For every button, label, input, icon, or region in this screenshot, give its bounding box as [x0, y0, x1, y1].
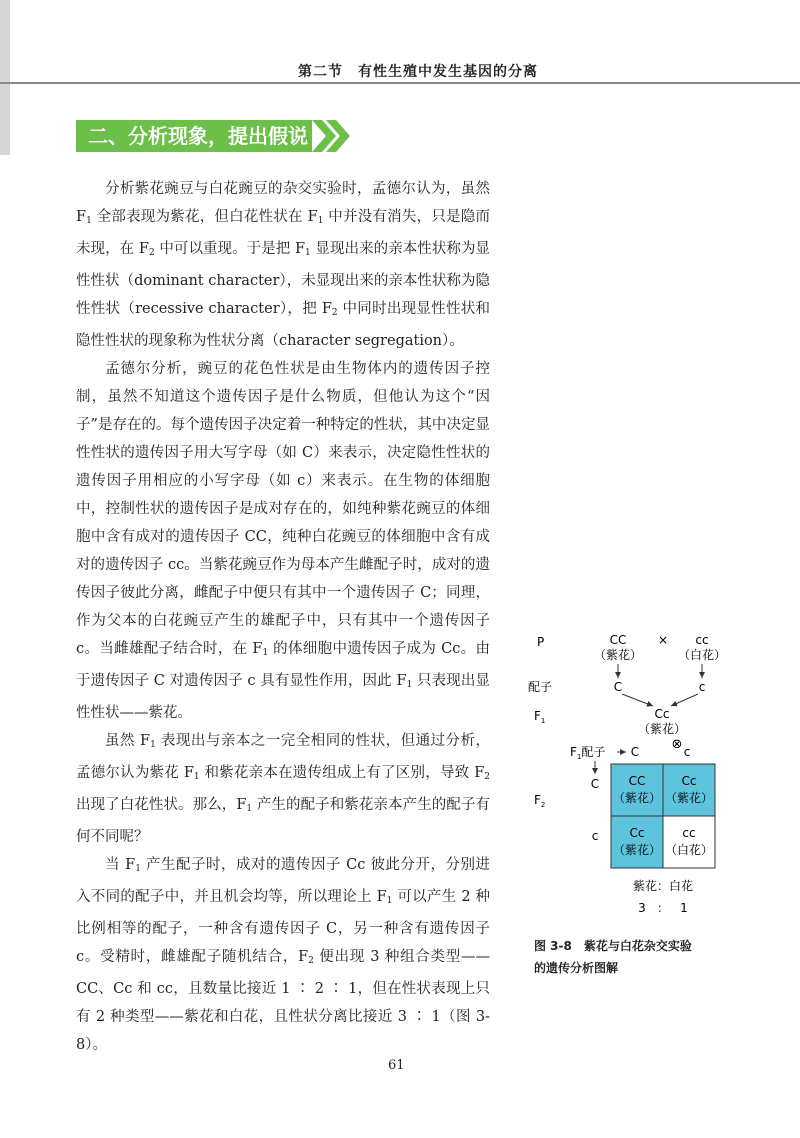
parent2-phenotype: （白花） [677, 648, 727, 662]
punnett-cell-cc [611, 764, 663, 816]
parent1-phenotype: （紫花） [593, 648, 643, 662]
genetic-diagram [525, 628, 740, 933]
cell2-genotype: Cc [681, 774, 697, 788]
f1-genotype: Cc [654, 707, 670, 721]
figure-caption [534, 935, 764, 979]
label-f2: $F_2$ [534, 793, 546, 809]
cell2-phenotype: （紫花） [664, 791, 714, 805]
ratio-label: 紫花：白花 [632, 879, 694, 893]
cell3-phenotype: （紫花） [612, 843, 662, 857]
arrow-gamete2-f1 [671, 694, 698, 706]
cell1-genotype: CC [628, 774, 646, 788]
paragraph: 分析紫花豌豆与白花豌豆的杂交实验时，孟德尔认为，虽然 $F_1$ 全部表现为紫花，但白花性状在 $F_1$ 中并没有消失，只是隐而未现，在 $F_2$ 中可以重现。于是把 $F_1$ 显现出来的亲本性状称为显性性状（dominant character），未显现出来的亲本性状称为隐性性状（recessive character），把 $F_2$ 中同时出现显性性状和隐性性状的现象称为性状分离（character segregation）。 [76, 181, 491, 349]
cell4-genotype: cc [682, 826, 696, 840]
ratio-value-1: 1 [680, 901, 688, 915]
row-head-2: c [591, 829, 599, 843]
parent1-genotype: CC [609, 633, 627, 647]
label-p: P [537, 635, 545, 649]
paragraph: 虽然 $F_1$ 表现出与亲本之一完全相同的性状，但通过分析，孟德尔认为紫花 $F_1$ 和紫花亲本在遗传组成上有了区别，导致 $F_2$ 出现了白花性状。那么，$F_1$ 产生的配子和紫花亲本产生的配子有何不同呢？ [76, 733, 491, 845]
cross-symbol: × [657, 633, 669, 647]
f1-phenotype: （紫花） [637, 722, 687, 736]
col-head-2: c [683, 745, 691, 759]
ratio-value-3: 3 [638, 901, 646, 915]
gamete-c-lower: c [698, 680, 706, 694]
punnett-cell-cc-3 [611, 816, 663, 868]
page-edge-strip [0, 0, 10, 155]
chevron-arrows-icon [312, 120, 352, 152]
label-f1: $F_1$ [534, 709, 546, 725]
cell1-phenotype: （紫花） [612, 791, 662, 805]
caption-line-2: 的遗传分析图解 [534, 961, 619, 975]
row-head-1: C [590, 777, 600, 791]
page-number: 61 [388, 1058, 405, 1073]
section-title: 二、分析现象，提出假说 [76, 120, 312, 152]
running-header: 第二节 有性生殖中发生基因的分离 [298, 64, 538, 80]
ratio-colon: ： [656, 901, 670, 915]
arrow-gamete1-f1 [622, 694, 653, 706]
f1-gametes-label: $F_1$配子 [570, 745, 606, 761]
self-cross-symbol: ⊗ [671, 737, 683, 752]
paragraph: 当 $F_1$ 产生配子时，成对的遗传因子 Cc 彼此分开，分别进入不同的配子中，并且机会均等，所以理论上 $F_1$ 可以产生 2 种比例相等的配子，一种含有遗传因子 C，另一种含有遗传因子 c。受精时，雌雄配子随机结合，$F_2$ 便出现 3 种组合类型——CC、Cc 和 cc，且数量比接近 1 ∶ 2 ∶ 1，但在性状表现上只有 2 种类型——紫花和白花，且性状分离比接近 3 ∶ 1（图 3-8）。 [76, 857, 491, 1053]
punnett-cell-cc-2 [663, 764, 715, 816]
parent2-genotype: cc [695, 633, 709, 647]
header-rule [0, 82, 800, 84]
paragraph: 孟德尔分析，豌豆的花色性状是由生物体内的遗传因子控制，虽然不知道这个遗传因子是什么物质，但他认为这个“因子”是存在的。每个遗传因子决定着一种特定的性状，其中决定显性性状的遗传因子用大写字母（如 C）来表示，决定隐性性状的遗传因子用相应的小写字母（如 c）来表示。在生物的体细胞中，控制性状的遗传因子是成对存在的，如纯种紫花豌豆的体细胞中含有成对的遗传因子 CC，纯种白花豌豆的体细胞中含有成对的遗传因子 cc。当紫花豌豆作为母本产生雌配子时，成对的遗传因子彼此分离，雌配子中便只有其中一个遗传因子 C；同理，作为父本的白花豌豆产生的雄配子中，只有其中一个遗传因子 c。当雌雄配子结合时，在 $F_1$ 的体细胞中遗传因子成为 Cc。由于遗传因子 C 对遗传因子 c 具有显性作用，因此 $F_1$ 只表现出显性性状——紫花。 [76, 361, 490, 721]
col-head-1: C [630, 745, 640, 759]
body-text [76, 175, 490, 1059]
cell4-phenotype: （白花） [664, 843, 714, 857]
cell3-genotype: Cc [629, 826, 645, 840]
caption-line-1: 图 3-8 紫花与白花杂交实验 [534, 939, 692, 953]
label-gametes: 配子 [528, 680, 553, 694]
punnett-cell-cc-white [663, 816, 715, 868]
gamete-c-upper: C [613, 680, 623, 694]
